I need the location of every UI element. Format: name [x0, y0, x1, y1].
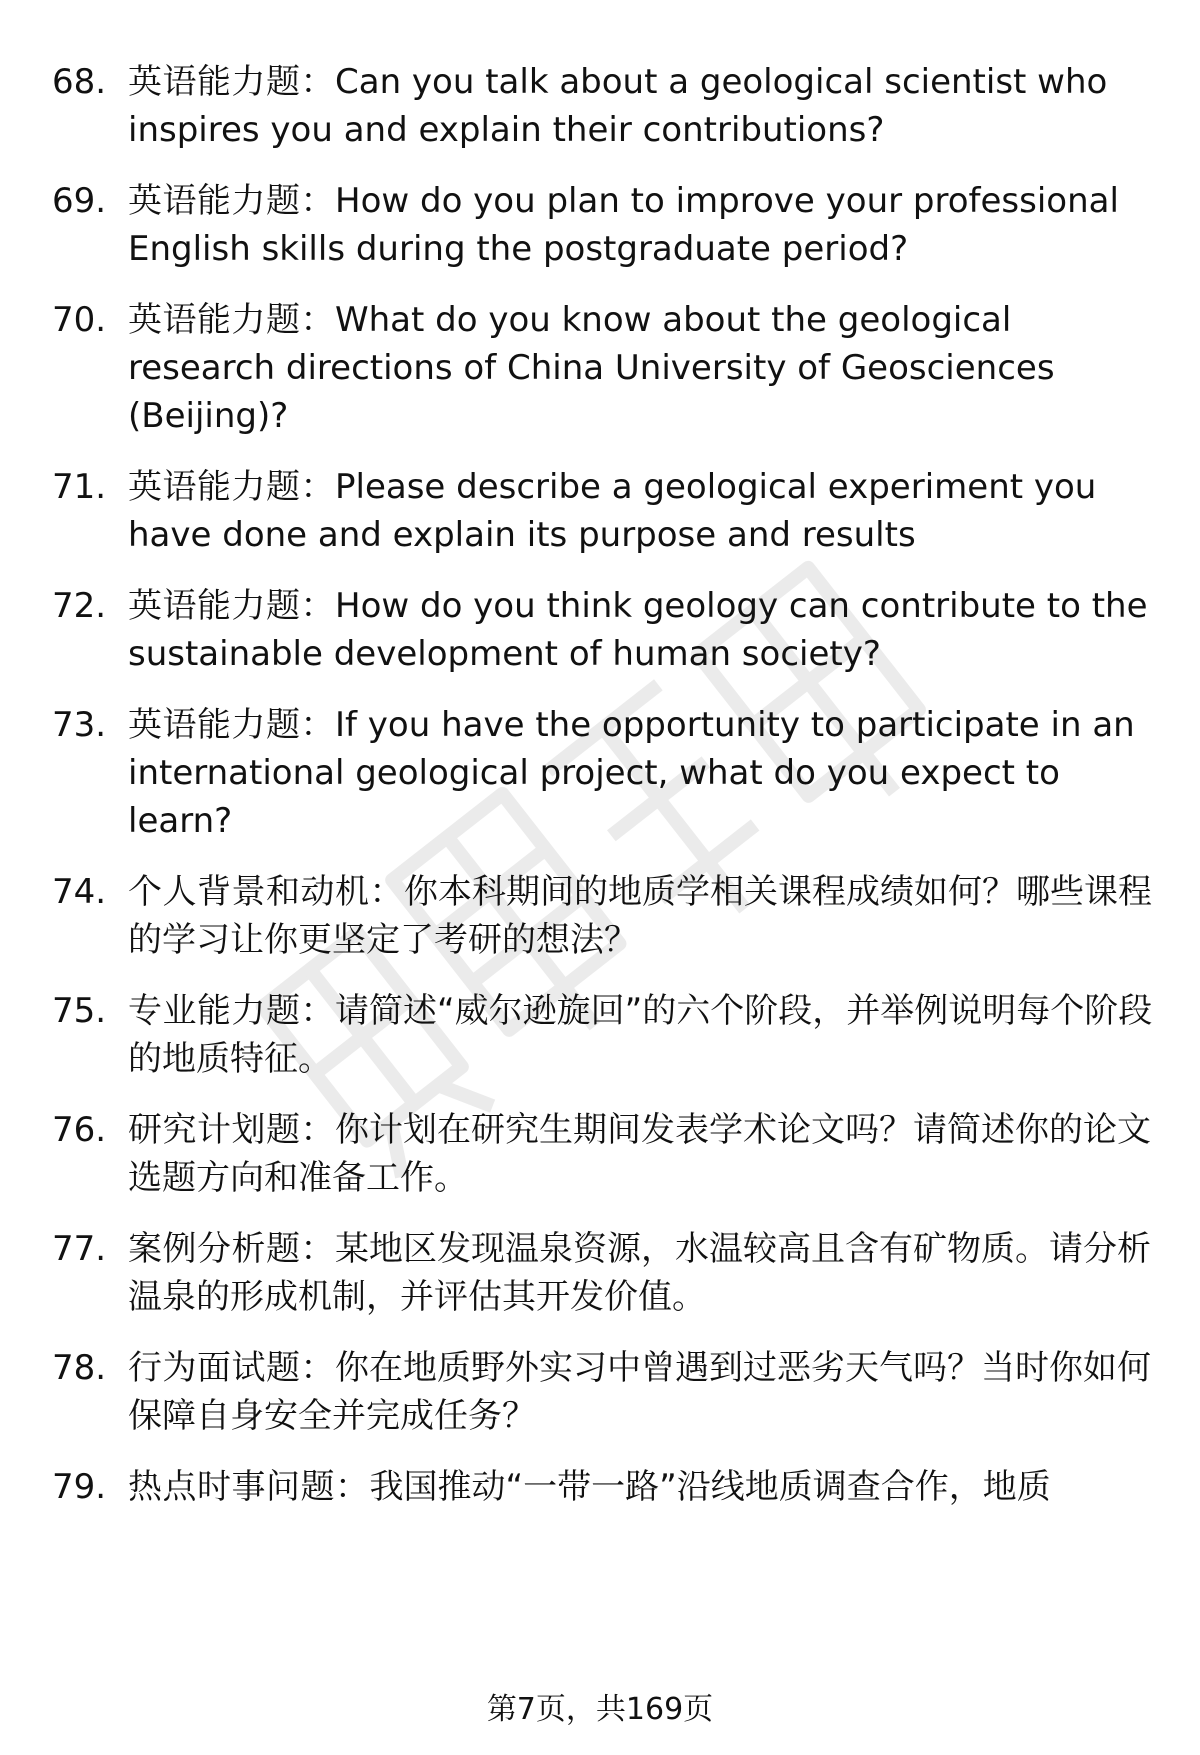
question-item: [52, 1106, 1162, 1202]
question-body: Please describe a geological experiment you have done and explain its purpose and results: [128, 467, 1097, 555]
question-number: 79.: [52, 1467, 107, 1507]
question-item: [52, 1463, 1162, 1511]
question-list: [52, 58, 1162, 1534]
question-body: 我国推动“一带一路”沿线地质调查合作，地质: [369, 1467, 1051, 1507]
question-category: 英语能力题：: [128, 300, 335, 340]
question-category: 英语能力题：: [128, 586, 335, 626]
question-text: [128, 1225, 1162, 1321]
question-category: 英语能力题：: [128, 705, 335, 745]
question-number: 77.: [52, 1229, 107, 1269]
question-body: How do you plan to improve your professional English skills during the postgraduate period?: [128, 181, 1119, 269]
question-item: [52, 1225, 1162, 1321]
question-number: 76.: [52, 1110, 107, 1150]
question-category: 专业能力题：: [128, 991, 335, 1031]
question-body: Can you talk about a geological scientist who inspires you and explain their contributions?: [128, 62, 1108, 150]
question-text: [128, 701, 1162, 845]
question-body: 你本科期间的地质学相关课程成绩如何？哪些课程的学习让你更坚定了考研的想法？: [128, 872, 1152, 960]
question-body: 你计划在研究生期间发表学术论文吗？请简述你的论文选题方向和准备工作。: [128, 1110, 1151, 1198]
question-number: 68.: [52, 62, 107, 102]
question-category: 个人背景和动机：: [128, 872, 404, 912]
question-text: [128, 463, 1162, 559]
question-body: How do you think geology can contribute to the sustainable development of human society?: [128, 586, 1148, 674]
question-body: 某地区发现温泉资源，水温较高且含有矿物质。请分析温泉的形成机制，并评估其开发价值。: [128, 1229, 1151, 1317]
question-item: [52, 987, 1162, 1083]
question-text: [128, 1106, 1162, 1202]
question-item: [52, 868, 1162, 964]
question-body: If you have the opportunity to participate in an international geological project, what do you expect to learn?: [128, 705, 1135, 841]
question-category: 案例分析题：: [128, 1229, 335, 1269]
question-number: 74.: [52, 872, 107, 912]
question-item: [52, 701, 1162, 845]
question-text: [128, 1463, 1162, 1511]
question-item: [52, 177, 1162, 273]
question-item: [52, 1344, 1162, 1440]
question-item: [52, 296, 1162, 440]
question-category: 英语能力题：: [128, 467, 335, 507]
question-number: 71.: [52, 467, 107, 507]
question-item: [52, 58, 1162, 154]
question-category: 行为面试题：: [128, 1348, 335, 1388]
question-category: 英语能力题：: [128, 62, 335, 102]
question-category: 热点时事问题：: [128, 1467, 370, 1507]
question-body: 请简述“威尔逊旋回”的六个阶段，并举例说明每个阶段的地质特征。: [128, 991, 1153, 1079]
question-text: [128, 296, 1162, 440]
question-number: 78.: [52, 1348, 107, 1388]
page-footer: 第7页，共169页: [486, 1692, 714, 1727]
question-category: 英语能力题：: [128, 181, 335, 221]
question-number: 70.: [52, 300, 107, 340]
question-item: [52, 463, 1162, 559]
question-text: [128, 1344, 1162, 1440]
question-number: 72.: [52, 586, 107, 626]
question-text: [128, 868, 1162, 964]
question-text: [128, 582, 1162, 678]
question-text: [128, 58, 1162, 154]
question-number: 75.: [52, 991, 107, 1031]
question-item: [52, 582, 1162, 678]
question-text: [128, 177, 1162, 273]
question-number: 69.: [52, 181, 107, 221]
question-category: 研究计划题：: [128, 1110, 335, 1150]
question-text: [128, 987, 1162, 1083]
question-number: 73.: [52, 705, 107, 745]
question-body: 你在地质野外实习中曾遇到过恶劣天气吗？当时你如何保障自身安全并完成任务？: [128, 1348, 1151, 1436]
question-body: What do you know about the geological research directions of China University of Geosciences (Beijing)?: [128, 300, 1055, 436]
